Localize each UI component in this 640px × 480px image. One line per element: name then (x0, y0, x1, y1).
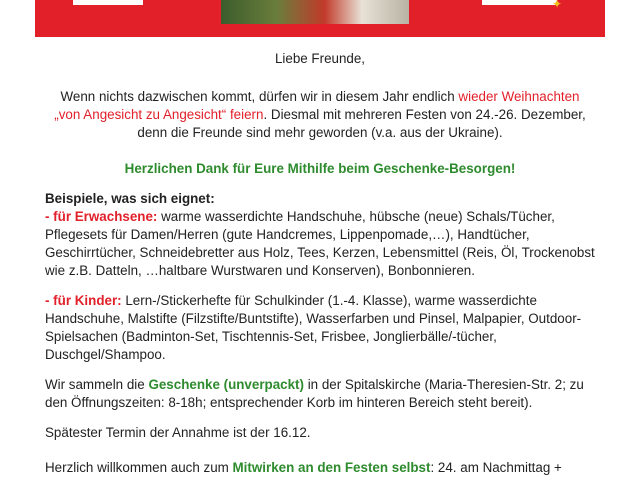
intro-line-2 (0, 107, 640, 122)
kids-text: Lern-/Stickerhefte für Schulkinder (1.-4. Klasse), warme wasserdichte (121, 293, 537, 308)
welcome-text: : 24. am Nachmittag + (430, 460, 562, 475)
kids-line-2: Handschuhe, Malstifte (Filzstifte/Buntstifte), Wasserfarben und Pinsel, Malpapier, Outdoor- (45, 311, 582, 326)
adults-text: warme wasserdichte Handschuhe, hübsche (neue) Schals/Tücher, (157, 209, 555, 224)
adults-line-1 (45, 209, 555, 224)
collect-text: in der Spitalskirche (Maria-Theresien-Str. 2; zu (303, 377, 584, 392)
intro-text: . Diesmal mit mehreren Festen von 24.-26. Dezember, (263, 107, 586, 122)
intro-highlight: „von Angesicht zu Angesicht“ feiern (54, 107, 264, 122)
welcome-text: Herzlich willkommen auch zum (45, 460, 233, 475)
kids-line-1 (45, 293, 537, 308)
thanks-heading: Herzlichen Dank für Eure Mithilfe beim Geschenke-Besorgen! (124, 161, 516, 176)
greeting: Liebe Freunde, (274, 51, 366, 66)
intro-line-3: denn die Freunde sind mehr geworden (v.a. aus der Ukraine). (137, 125, 503, 140)
star-icon: ✦ (552, 0, 563, 11)
welcome-line (45, 460, 562, 475)
intro-highlight: wieder Weihnachten (458, 89, 580, 104)
collect-line-2: den Öffnungszeiten: 8-18h; entsprechender Korb im hinteren Bereich steht bereit). (45, 395, 533, 410)
christmas-gifts-image (221, 0, 409, 24)
header-banner (35, 0, 605, 37)
intro-line-1 (0, 89, 640, 104)
banner-card-left (73, 0, 143, 5)
kids-label: - für Kinder: (45, 293, 122, 308)
banner-card-right (482, 0, 557, 5)
kids-line-4: Duschgel/Shampoo. (45, 347, 166, 362)
collect-line-1 (45, 377, 584, 392)
welcome-highlight: Mitwirken an den Festen selbst (232, 460, 431, 475)
adults-line-2: Pflegesets für Damen/Herren (gute Handcremes, Lippenpomade,…), Handtücher, (45, 227, 530, 242)
intro-text: Wenn nichts dazwischen kommt, dürfen wir in diesem Jahr endlich (60, 89, 459, 104)
deadline: Spätester Termin der Annahme ist der 16.12. (45, 425, 311, 440)
adults-line-3: Geschirrtücher, Schneidebretter aus Holz, Tees, Kerzen, Lebensmittel (Reis, Öl, Trockenobst (45, 245, 595, 260)
adults-label: - für Erwachsene: (45, 209, 158, 224)
adults-line-4: wie z.B. Datteln, …haltbare Wurstwaren und Konserven), Bonbonnieren. (45, 263, 475, 278)
examples-title: Beispiele, was sich eignet: (45, 191, 215, 206)
collect-text: Wir sammeln die (45, 377, 149, 392)
collect-highlight: Geschenke (unverpackt) (148, 377, 304, 392)
kids-line-3: Spielsachen (Badminton-Set, Tischtennis-Set, Frisbee, Jonglierbälle/-tücher, (45, 329, 497, 344)
